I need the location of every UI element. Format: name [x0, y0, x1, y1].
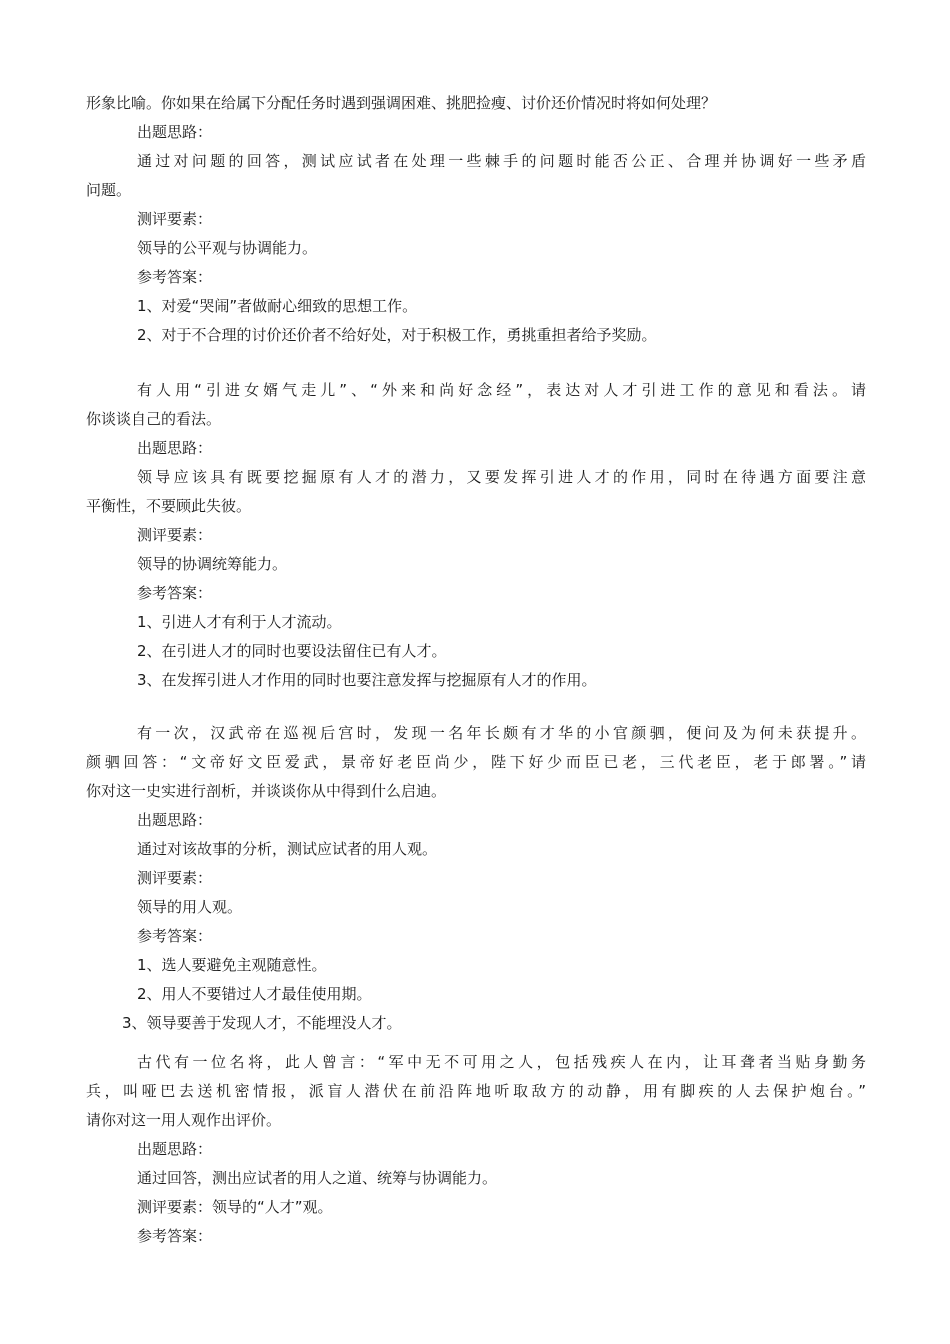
- section-heading: 出题思路：: [137, 123, 213, 141]
- text-line: 通过对问题的回答，测试应试者在处理一些棘手的问题时能否公正、合理并协调好一些矛盾: [137, 152, 866, 170]
- section-heading: 测评要素：: [137, 869, 213, 887]
- list-item: 3、领导要善于发现人才，不能埋没人才。: [122, 1014, 402, 1032]
- question-line: 有人用“引进女婿气走儿”、“外来和尚好念经”，表达对人才引进工作的意见和看法。请: [137, 381, 866, 399]
- text-line: 形象比喻。你如果在给属下分配任务时遇到强调困难、挑肥捡瘦、讨价还价情况时将如何处理？: [86, 94, 717, 112]
- list-item: 3、在发挥引进人才作用的同时也要注意发挥与挖掘原有人才的作用。: [137, 671, 597, 689]
- section-heading: 出题思路：: [137, 811, 213, 829]
- text-line: 问题。: [86, 181, 132, 199]
- section-heading: 参考答案：: [137, 927, 213, 945]
- text-line: 领导应该具有既要挖掘原有人才的潜力，又要发挥引进人才的作用，同时在待遇方面要注意: [137, 468, 866, 486]
- question-line: 你谈谈自己的看法。: [86, 410, 222, 428]
- section-heading: 出题思路：: [137, 439, 213, 457]
- text-line: 通过对该故事的分析，测试应试者的用人观。: [137, 840, 438, 858]
- list-item: 2、在引进人才的同时也要设法留住已有人才。: [137, 642, 447, 660]
- section-heading: 测评要素：: [137, 526, 213, 544]
- list-item: 1、引进人才有利于人才流动。: [137, 613, 342, 631]
- text-line: 领导的公平观与协调能力。: [137, 239, 318, 257]
- text-line: 测评要素：领导的“人才”观。: [137, 1198, 333, 1216]
- text-line: 领导的协调统筹能力。: [137, 555, 288, 573]
- section-heading: 参考答案：: [137, 268, 213, 286]
- section-heading: 测评要素：: [137, 210, 213, 228]
- text-line: 领导的用人观。: [137, 898, 243, 916]
- section-heading: 出题思路：: [137, 1140, 213, 1158]
- question-line: 古代有一位名将，此人曾言：“军中无不可用之人，包括残疾人在内，让耳聋者当贴身勤务: [137, 1053, 866, 1071]
- text-line: 平衡性，不要顾此失彼。: [86, 497, 252, 515]
- section-heading: 参考答案：: [137, 1227, 213, 1245]
- text-line: 通过回答，测出应试者的用人之道、统筹与协调能力。: [137, 1169, 498, 1187]
- question-line: 兵，叫哑巴去送机密情报，派盲人潜伏在前沿阵地听取敌方的动静，用有脚疾的人去保护炮台。”: [86, 1082, 866, 1100]
- list-item: 2、用人不要错过人才最佳使用期。: [137, 985, 372, 1003]
- list-item: 2、对于不合理的讨价还价者不给好处，对于积极工作，勇挑重担者给予奖励。: [137, 326, 657, 344]
- question-line: 你对这一史实进行剖析，并谈谈你从中得到什么启迪。: [86, 782, 447, 800]
- list-item: 1、对爱“哭闹”者做耐心细致的思想工作。: [137, 297, 418, 315]
- question-line: 请你对这一用人观作出评价。: [86, 1111, 282, 1129]
- list-item: 1、选人要避免主观随意性。: [137, 956, 327, 974]
- question-line: 有一次，汉武帝在巡视后宫时，发现一名年长颇有才华的小官颜驷，便问及为何未获提升。: [137, 724, 866, 742]
- section-heading: 参考答案：: [137, 584, 213, 602]
- question-line: 颜驷回答：“文帝好文臣爱武，景帝好老臣尚少，陛下好少而臣已老，三代老臣，老于郎署。”请: [86, 753, 866, 771]
